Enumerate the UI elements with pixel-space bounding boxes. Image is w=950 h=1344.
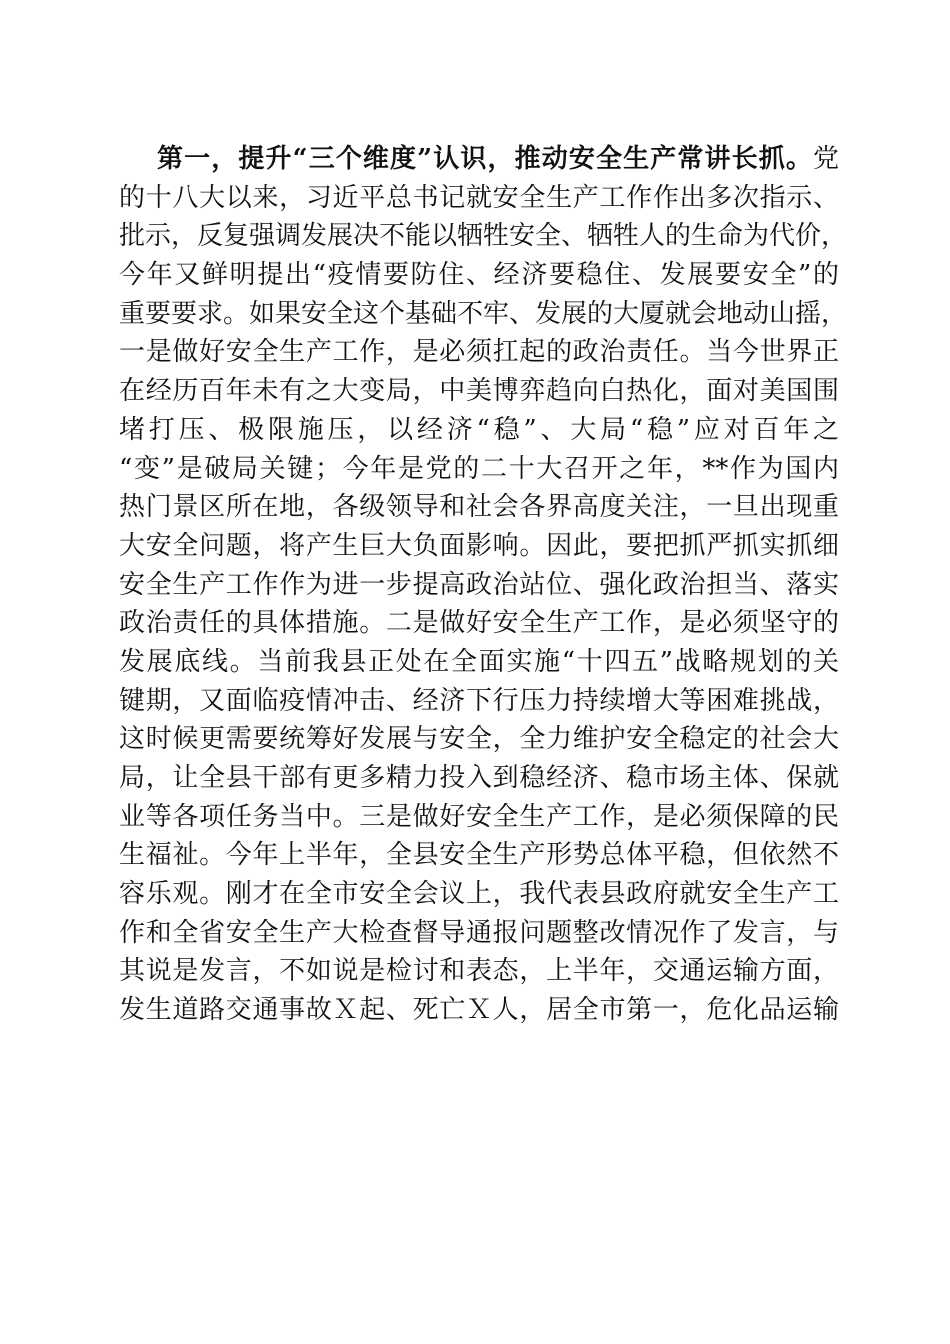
paragraph-line: 发生道路交通事故Ｘ起、死亡Ｘ人，居全市第一，危化品运输	[119, 995, 839, 1026]
section-heading: 第一，提升“三个维度”认识，推动安全生产常讲长抓。	[157, 144, 813, 174]
paragraph-line: 局，让全县干部有更多精力投入到稳经济、稳市场主体、保就	[119, 763, 839, 793]
paragraph-line: “变”是破局关键；今年是党的二十大召开之年，**作为国内	[119, 453, 839, 484]
paragraph-line: 批示，反复强调发展决不能以牺牲安全、牺牲人的生命为代价，	[119, 221, 848, 252]
paragraph-line: 其说是发言，不如说是检讨和表态，上半年，交通运输方面，	[119, 956, 839, 987]
body-paragraph	[119, 140, 848, 1030]
paragraph-line: 安全生产工作作为进一步提高政治站位、强化政治担当、落实	[119, 569, 839, 600]
paragraph-line: 生福祉。今年上半年，全县安全生产形势总体平稳，但依然不	[119, 840, 839, 871]
paragraph-line: 大安全问题，将产生巨大负面影响。因此，要把抓严抓实抓细	[119, 530, 839, 561]
paragraph-line: 发展底线。当前我县正处在全面实施“十四五”战略规划的关	[119, 646, 839, 677]
paragraph-line: 政治责任的具体措施。二是做好安全生产工作，是必须坚守的	[119, 608, 839, 639]
paragraph-line: 的十八大以来，习近平总书记就安全生产工作作出多次指示、	[119, 182, 839, 213]
paragraph-line: 业等各项任务当中。三是做好安全生产工作，是必须保障的民	[119, 801, 839, 832]
paragraph-line: 堵打压、极限施压，以经济“稳”、大局“稳”应对百年之	[119, 414, 839, 445]
paragraph-line: 作和全省安全生产大检查督导通报问题整改情况作了发言，与	[119, 917, 839, 948]
paragraph-line: 党	[812, 144, 839, 174]
paragraph-line: 键期，又面临疫情冲击、经济下行压力持续增大等困难挑战，	[119, 685, 839, 716]
paragraph-line: 重要要求。如果安全这个基础不牢、发展的大厦就会地动山摇，	[119, 298, 848, 329]
paragraph-line: 容乐观。刚才在全市安全会议上，我代表县政府就安全生产工	[119, 879, 839, 910]
paragraph-line: 热门景区所在地，各级领导和社会各界高度关注，一旦出现重	[119, 492, 839, 523]
paragraph-line: 今年又鲜明提出“疫情要防住、经济要稳住、发展要安全”的	[119, 260, 839, 291]
paragraph-line: 这时候更需要统筹好发展与安全，全力维护安全稳定的社会大	[119, 724, 839, 755]
paragraph-line: 一是做好安全生产工作，是必须扛起的政治责任。当今世界正	[119, 337, 839, 368]
paragraph-first-line	[119, 140, 839, 179]
paragraph-line: 在经历百年未有之大变局，中美博弈趋向白热化，面对美国围	[119, 376, 839, 407]
